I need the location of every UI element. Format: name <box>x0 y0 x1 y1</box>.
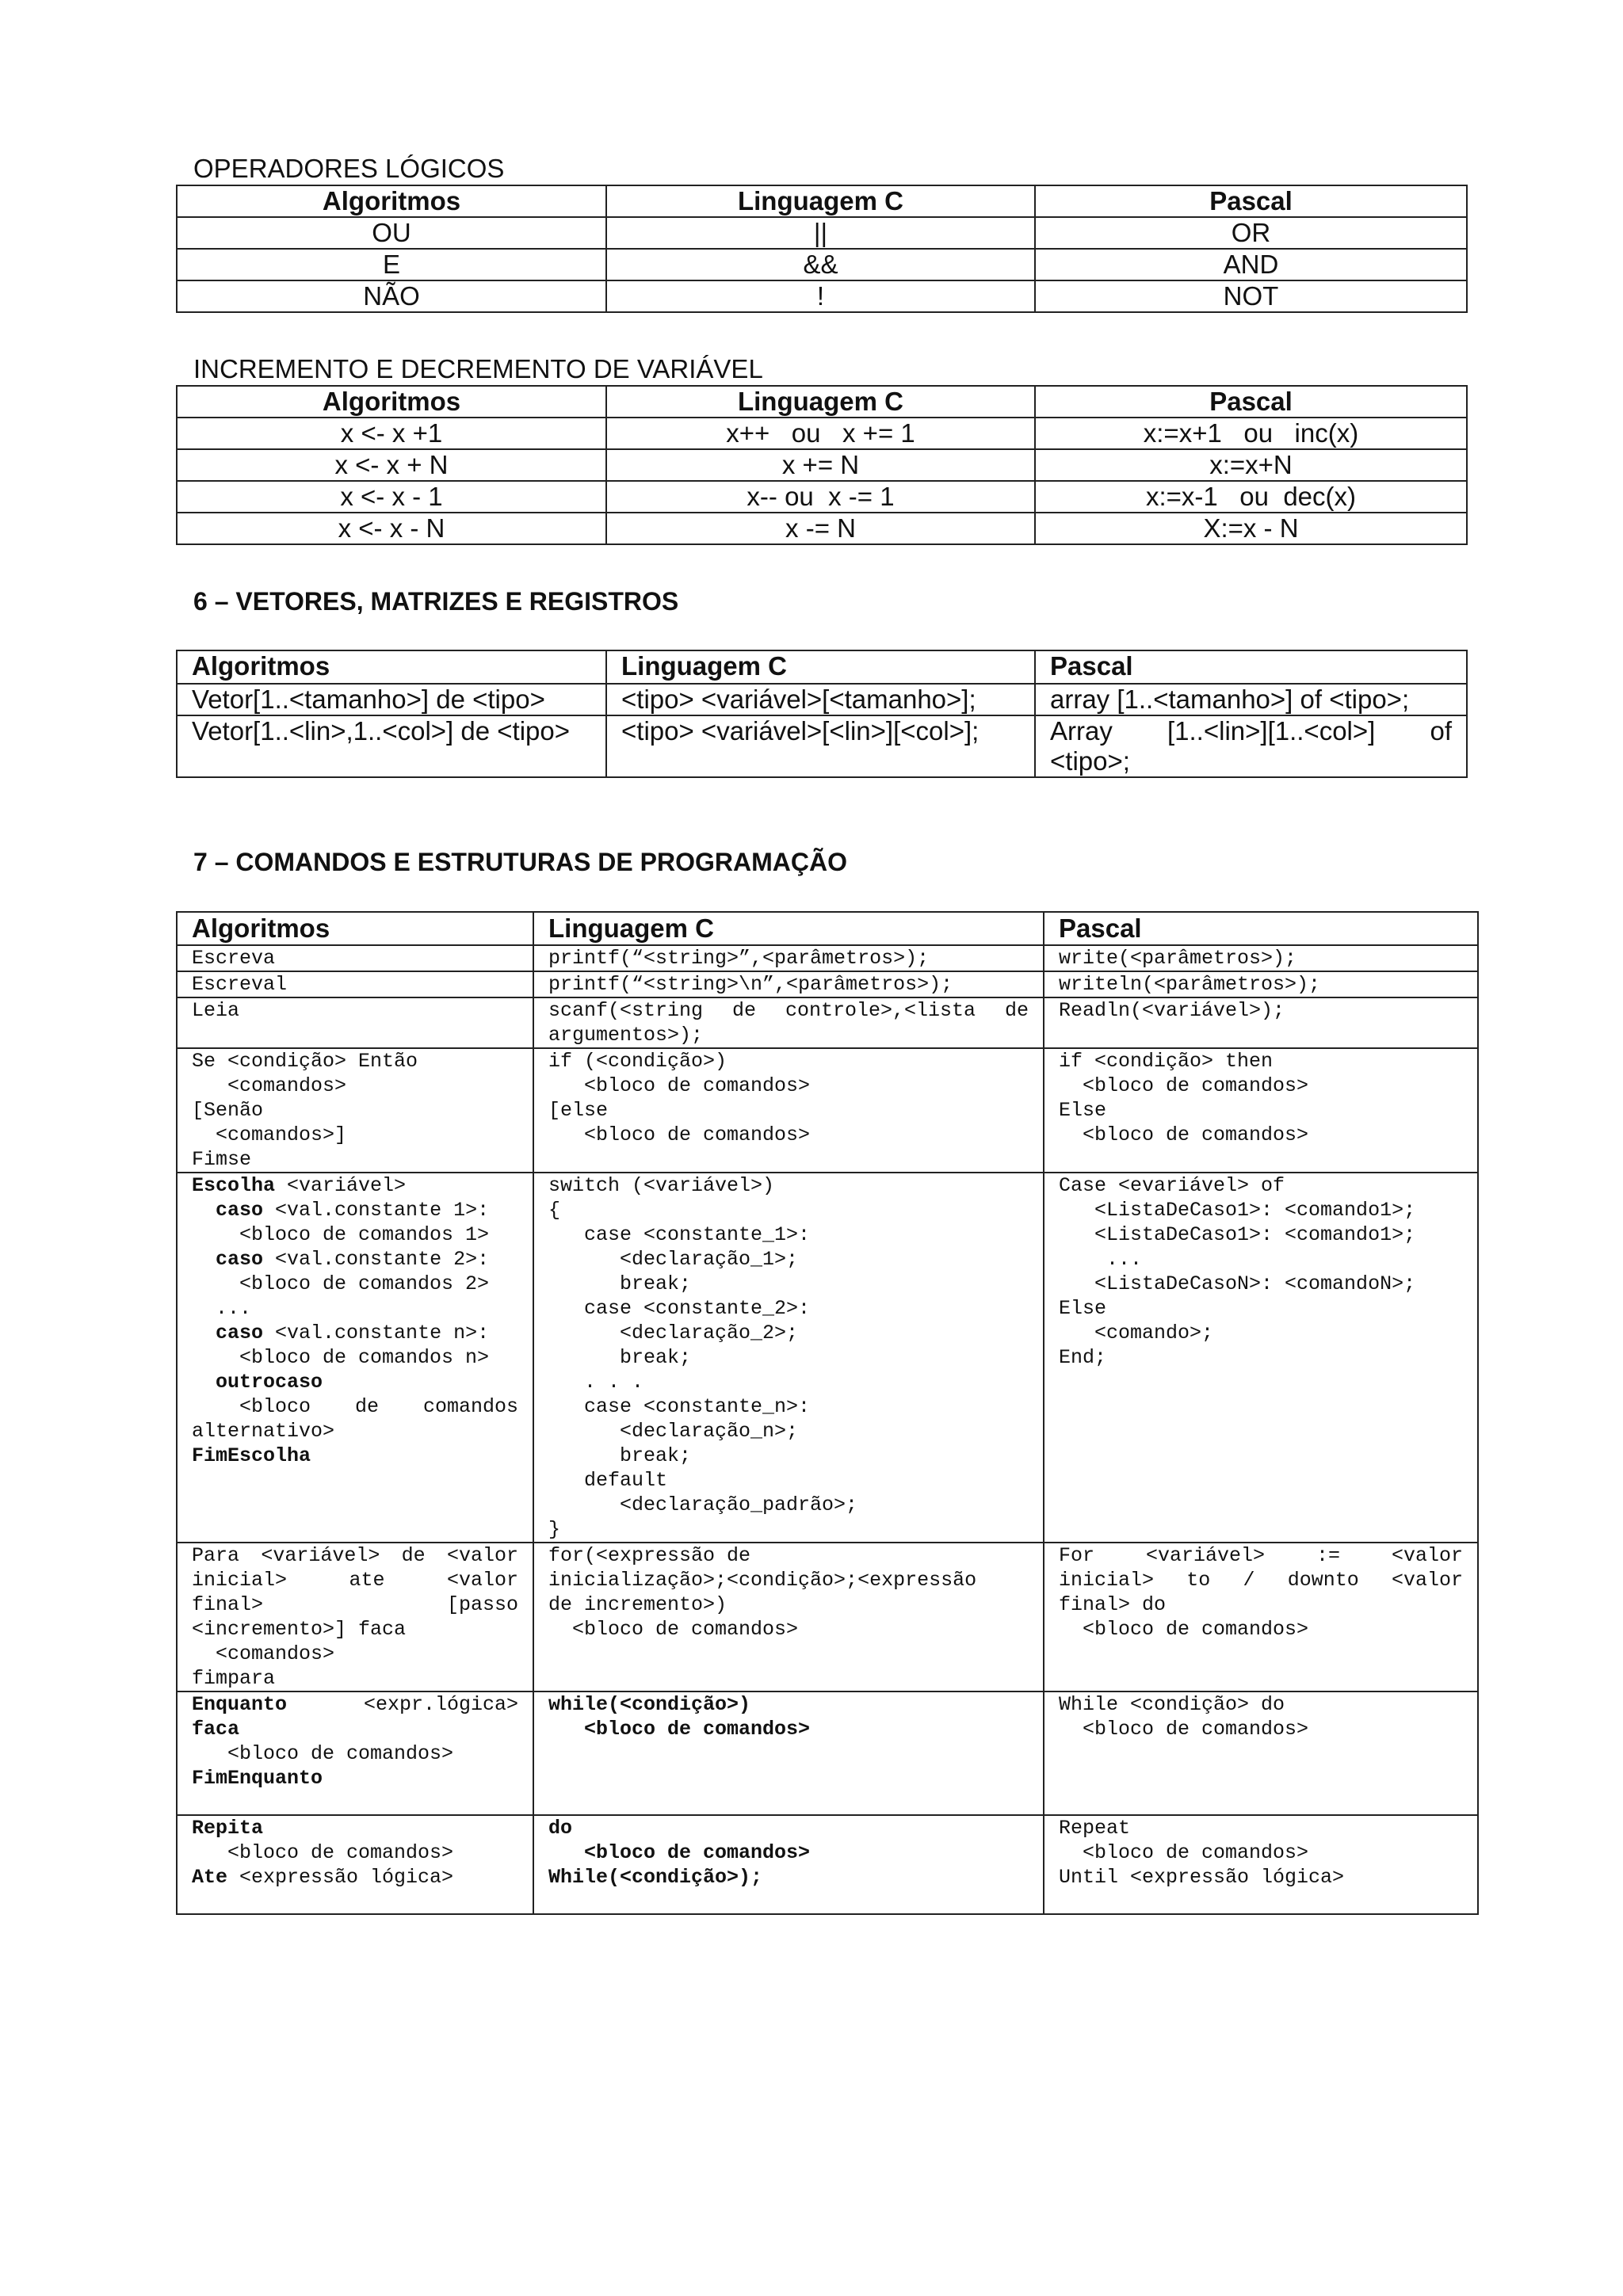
header-pascal: Pascal <box>1035 650 1467 684</box>
word: ate <box>349 1569 385 1592</box>
increment-table <box>176 385 1468 545</box>
header-linguagem-c: Linguagem C <box>606 650 1035 684</box>
code-line: alternativo> <box>192 1420 335 1443</box>
table-row <box>177 1543 1478 1691</box>
code-text: switch (<variável>) { case <constante_1>: <declaração_1>; break; case <constante_2>: <declaração_2>; break; . . . case <constante_n>: <declaração_n>; break; default <declaração_padrão>; } <box>548 1174 858 1541</box>
word: <valor <box>1391 1544 1463 1567</box>
table-row <box>177 945 1478 971</box>
header-algoritmos: Algoritmos <box>177 386 606 418</box>
code-text: Leia <box>192 999 240 1022</box>
header-linguagem-c: Linguagem C <box>606 386 1035 418</box>
cell-linguagem-c: x += N <box>606 449 1035 481</box>
commands-heading: 7 – COMANDOS E ESTRUTURAS DE PROGRAMAÇÃO <box>193 848 847 876</box>
table-row <box>177 684 1467 715</box>
code-text: Readln(<variável>); <box>1059 999 1285 1022</box>
word: inicial> <box>192 1569 288 1592</box>
code-line: <bloco de comandos 2> <box>192 1272 490 1295</box>
code-text: argumentos>); <box>548 1024 704 1047</box>
word: de <box>1004 999 1029 1022</box>
keyword: Enquanto <box>192 1693 288 1716</box>
table-row <box>177 481 1467 513</box>
word: Array <box>1050 716 1113 746</box>
word: For <box>1059 1544 1095 1567</box>
line: <tipo>; <box>1050 746 1130 776</box>
header-algoritmos: Algoritmos <box>177 912 533 945</box>
word: inicial> <box>1059 1569 1155 1592</box>
code-line <box>192 1321 518 1345</box>
cell-pascal <box>1035 715 1467 777</box>
cell-linguagem-c: && <box>606 249 1035 280</box>
table-header-row <box>177 912 1478 945</box>
increment-label: INCREMENTO E DECREMENTO DE VARIÁVEL <box>193 354 763 383</box>
cell-linguagem-c: x++ ou x += 1 <box>606 418 1035 449</box>
table-row <box>177 1048 1478 1173</box>
code-text: While <condição> do <bloco de comandos> <box>1059 1693 1309 1741</box>
header-linguagem-c: Linguagem C <box>533 912 1044 945</box>
cell-pascal: OR <box>1035 217 1467 249</box>
keyword: Repita <box>192 1817 264 1840</box>
keyword: Ate <box>192 1866 228 1889</box>
code-text: <val.constante n>: <box>263 1322 490 1344</box>
table-row <box>177 217 1467 249</box>
code-line: <bloco de comandos> <box>192 1841 454 1864</box>
cell-linguagem-c: ! <box>606 280 1035 312</box>
keyword: Escolha <box>192 1174 276 1197</box>
cell-linguagem-c <box>533 1173 1044 1543</box>
cell-pascal <box>1044 945 1478 971</box>
code-text: if <condição> then <bloco de comandos> Else <bloco de comandos> <box>1059 1050 1309 1146</box>
cell-pascal: NOT <box>1035 280 1467 312</box>
code-text: <incremento>] faca <comandos> fimpara <box>192 1618 407 1690</box>
code-text: Escreval <box>192 973 288 996</box>
table-row <box>177 715 1467 777</box>
code-text: writeln(<parâmetros>); <box>1059 973 1321 996</box>
code-text: Case <evariável> of <ListaDeCaso1>: <comando1>; <ListaDeCaso1>: <comando1>; ... <ListaDeCasoN>: <comandoN>; Else <comando>; End; <box>1059 1174 1416 1369</box>
code-line <box>192 1173 518 1198</box>
code-text: <val.constante 1>: <box>263 1199 490 1222</box>
cell-linguagem-c <box>533 997 1044 1048</box>
cell-pascal: X:=x - N <box>1035 513 1467 544</box>
cell-linguagem-c <box>533 1815 1044 1914</box>
code-text: printf(“<string>”,<parâmetros>); <box>548 947 930 970</box>
keyword: caso <box>216 1322 264 1344</box>
justified-line <box>192 1394 518 1419</box>
table-row <box>177 418 1467 449</box>
cell-pascal: x:=x+1 ou inc(x) <box>1035 418 1467 449</box>
cell-algoritmos: x <- x - 1 <box>177 481 606 513</box>
cell-algoritmos: E <box>177 249 606 280</box>
cell-algoritmos <box>177 1691 533 1815</box>
table-row <box>177 1173 1478 1543</box>
logical-operators-label: OPERADORES LÓGICOS <box>193 154 505 183</box>
cell-pascal: x:=x+N <box>1035 449 1467 481</box>
commands-table <box>176 911 1479 1915</box>
word: <expr.lógica> <box>363 1693 518 1716</box>
header-pascal: Pascal <box>1035 185 1467 217</box>
table-row <box>177 971 1478 997</box>
cell-pascal <box>1044 1691 1478 1815</box>
keyword: outrocaso <box>216 1371 323 1394</box>
vectors-heading: 6 – VETORES, MATRIZES E REGISTROS <box>193 587 679 616</box>
cell-linguagem-c <box>533 945 1044 971</box>
header-algoritmos: Algoritmos <box>177 650 606 684</box>
cell-linguagem-c <box>533 971 1044 997</box>
cell-pascal <box>1044 1173 1478 1543</box>
code-text: <val.constante 2>: <box>263 1248 490 1271</box>
table-row <box>177 1691 1478 1815</box>
table-header-row <box>177 185 1467 217</box>
word: controle>,<lista <box>785 999 976 1022</box>
word: de <box>354 1395 379 1418</box>
code-line: ... <box>192 1297 252 1320</box>
cell-linguagem-c: <tipo> <variável>[<tamanho>]; <box>606 684 1035 715</box>
cell-linguagem-c: x -= N <box>606 513 1035 544</box>
code-text: if (<condição>) <bloco de comandos> [else <bloco de comandos> <box>548 1050 811 1146</box>
code-text: printf(“<string>\n”,<parâmetros>); <box>548 973 953 996</box>
table-row <box>177 449 1467 481</box>
cell-linguagem-c: || <box>606 217 1035 249</box>
keyword: FimEscolha <box>192 1444 311 1467</box>
word: to <box>1186 1569 1211 1592</box>
header-pascal: Pascal <box>1035 386 1467 418</box>
cell-pascal <box>1044 971 1478 997</box>
table-row <box>177 280 1467 312</box>
table-header-row <box>177 650 1467 684</box>
justified-line <box>192 1543 518 1568</box>
cell-algoritmos: OU <box>177 217 606 249</box>
code-text: <variável> <box>275 1174 407 1197</box>
word: <valor <box>1391 1569 1463 1592</box>
keyword: faca <box>192 1718 240 1741</box>
word: [1..<lin>][1..<col>] <box>1167 716 1376 746</box>
word: de <box>732 999 757 1022</box>
justified-line <box>192 1568 518 1592</box>
cell-pascal: AND <box>1035 249 1467 280</box>
cell-algoritmos <box>177 1173 533 1543</box>
table-row <box>177 997 1478 1048</box>
cell-pascal <box>1044 997 1478 1048</box>
code-text: Repeat <bloco de comandos> Until <expressão lógica> <box>1059 1817 1345 1889</box>
code-line: <bloco de comandos> <box>192 1742 454 1765</box>
word: final> <box>192 1593 264 1616</box>
justified-line <box>548 998 1029 1023</box>
code-text: while(<condição>) <bloco de comandos> <box>548 1693 811 1741</box>
cell-algoritmos <box>177 945 533 971</box>
cell-algoritmos <box>177 971 533 997</box>
table-row <box>177 513 1467 544</box>
word: scanf(<string <box>548 999 704 1022</box>
header-pascal: Pascal <box>1044 912 1478 945</box>
word: <valor <box>446 1569 518 1592</box>
word: downto <box>1287 1569 1359 1592</box>
word: <valor <box>446 1544 518 1567</box>
code-line <box>192 1198 518 1222</box>
justified-line <box>1059 1568 1463 1592</box>
cell-pascal: array [1..<tamanho>] of <tipo>; <box>1035 684 1467 715</box>
word: Para <box>192 1544 240 1567</box>
cell-algoritmos: x <- x +1 <box>177 418 606 449</box>
word: <variável> <box>1145 1544 1266 1567</box>
cell-linguagem-c <box>533 1048 1044 1173</box>
word: of <box>1430 716 1452 746</box>
code-line: <bloco de comandos n> <box>192 1346 490 1369</box>
cell-algoritmos <box>177 1048 533 1173</box>
cell-algoritmos: Vetor[1..<lin>,1..<col>] de <tipo> <box>177 715 606 777</box>
word: [passo <box>446 1593 518 1616</box>
header-linguagem-c: Linguagem C <box>606 185 1035 217</box>
keyword: caso <box>216 1248 264 1271</box>
justified-line <box>192 1692 518 1717</box>
cell-algoritmos: Vetor[1..<tamanho>] de <tipo> <box>177 684 606 715</box>
cell-algoritmos <box>177 1543 533 1691</box>
word: de <box>401 1544 426 1567</box>
table-row <box>177 249 1467 280</box>
code-text: for(<expressão de inicialização>;<condição>;<expressão de incremento>) <bloco de comandos> <box>548 1544 977 1641</box>
cell-pascal <box>1044 1543 1478 1691</box>
cell-algoritmos <box>177 1815 533 1914</box>
cell-algoritmos: x <- x + N <box>177 449 606 481</box>
justified-line <box>1059 1543 1463 1568</box>
table-header-row <box>177 386 1467 418</box>
code-line <box>192 1865 518 1890</box>
word: comandos <box>422 1395 518 1418</box>
logical-operators-table <box>176 185 1468 313</box>
vectors-table <box>176 650 1468 778</box>
code-line: <bloco de comandos 1> <box>192 1223 490 1246</box>
code-text: final> do <bloco de comandos> <box>1059 1593 1309 1641</box>
word: := <box>1316 1544 1340 1567</box>
cell-algoritmos <box>177 997 533 1048</box>
justified-line <box>192 1592 518 1617</box>
cell-pascal <box>1044 1815 1478 1914</box>
code-text: <expressão lógica> <box>227 1866 454 1889</box>
cell-pascal: x:=x-1 ou dec(x) <box>1035 481 1467 513</box>
word: / <box>1243 1569 1255 1592</box>
cell-pascal <box>1044 1048 1478 1173</box>
code-text: Escreva <box>192 947 276 970</box>
table-row <box>177 1815 1478 1914</box>
code-line <box>192 1370 518 1394</box>
cell-linguagem-c <box>533 1691 1044 1815</box>
keyword: caso <box>216 1199 264 1222</box>
cell-algoritmos: x <- x - N <box>177 513 606 544</box>
cell-linguagem-c <box>533 1543 1044 1691</box>
code-line <box>192 1247 518 1272</box>
code-text: do <bloco de comandos> While(<condição>); <box>548 1817 811 1889</box>
code-text: write(<parâmetros>); <box>1059 947 1297 970</box>
justified-line <box>1050 716 1452 746</box>
code-text: Se <condição> Então <comandos> [Senão <comandos>] Fimse <box>192 1050 418 1171</box>
keyword: FimEnquanto <box>192 1767 323 1790</box>
word: <variável> <box>261 1544 380 1567</box>
cell-linguagem-c: <tipo> <variável>[<lin>][<col>]; <box>606 715 1035 777</box>
header-algoritmos: Algoritmos <box>177 185 606 217</box>
cell-algoritmos: NÃO <box>177 280 606 312</box>
cell-linguagem-c: x-- ou x -= 1 <box>606 481 1035 513</box>
word: <bloco <box>239 1395 311 1418</box>
